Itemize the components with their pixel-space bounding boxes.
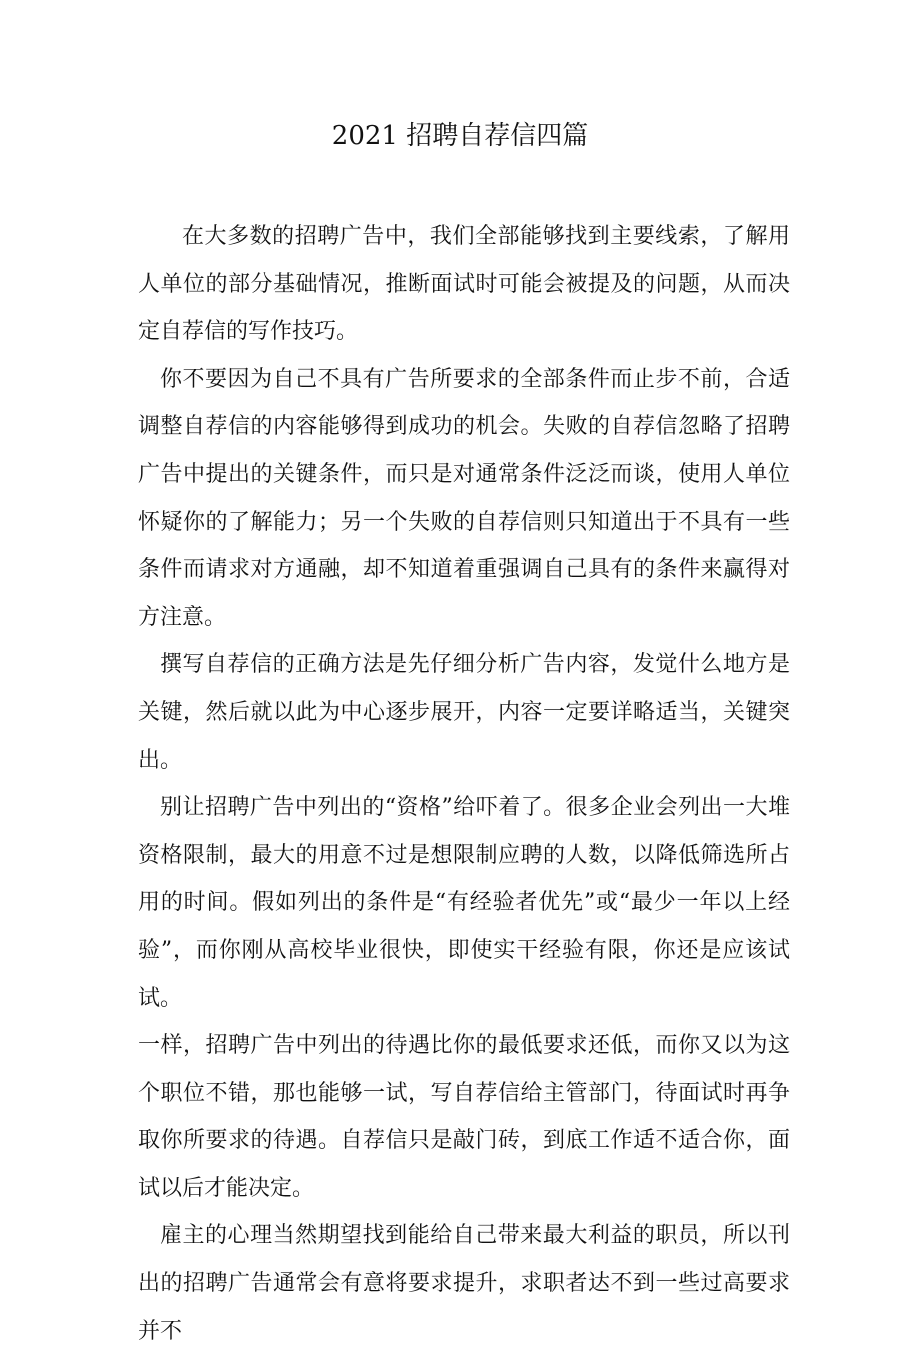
document-title: 2021 招聘自荐信四篇 [331,121,589,151]
paragraph-6: 雇主的心理当然期望找到能给自己带来最大利益的职员，所以刊出的招聘广告通常会有意将要求提升，求职者达不到一些过高要求并不 [138,1223,790,1344]
document-body [138,213,790,1355]
paragraph-3: 撰写自荐信的正确方法是先仔细分析广告内容，发觉什么地方是关键，然后就以此为中心逐步展开，内容一定要详略适当，关键突出。 [138,652,790,773]
paragraph-5: 一样，招聘广告中列出的待遇比你的最低要求还低，而你又以为这个职位不错，那也能够一试，写自荐信给主管部门，待面试时再争取你所要求的待遇。自荐信只是敲门砖，到底工作适不适合你，面试以后才能决定。 [138,1033,790,1201]
paragraph-4: 别让招聘广告中列出的“资格”给吓着了。很多企业会列出一大堆资格限制，最大的用意不过是想限制应聘的人数，以降低筛选所占用的时间。假如列出的条件是“有经验者优先”或“最少一年以上经验”，而你刚从高校毕业很快，即使实干经验有限，你还是应该试试。 [138,795,790,1011]
paragraph-2: 你不要因为自己不具有广告所要求的全部条件而止步不前，合适调整自荐信的内容能够得到成功的机会。失败的自荐信忽略了招聘广告中提出的关键条件，而只是对通常条件泛泛而谈，使用人单位怀疑你的了解能力；另一个失败的自荐信则只知道出于不具有一些条件而请求对方通融，却不知道着重强调自己具有的条件来赢得对方注意。 [138,366,790,630]
paragraph-1: 在大多数的招聘广告中，我们全部能够找到主要线索，了解用人单位的部分基础情况，推断面试时可能会被提及的问题，从而决定自荐信的写作技巧。 [138,224,790,345]
